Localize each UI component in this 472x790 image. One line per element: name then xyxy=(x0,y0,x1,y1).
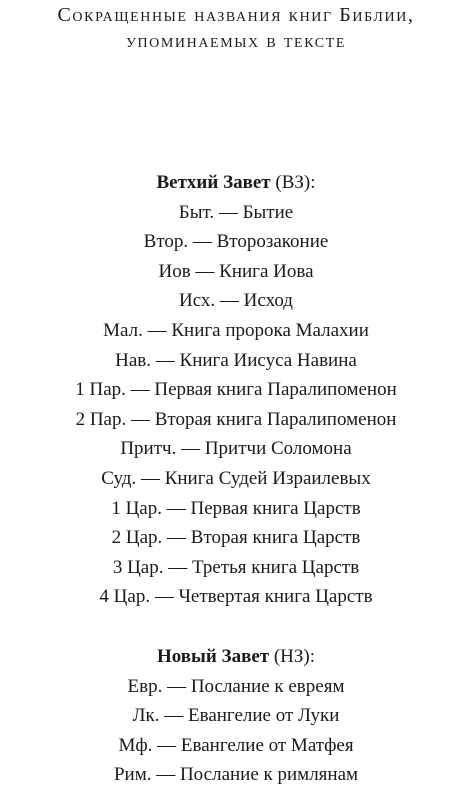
new-testament-section xyxy=(0,642,472,790)
page-title xyxy=(0,2,472,54)
abbreviation-entry: Евр. — Послание к евреям xyxy=(127,675,345,697)
abbreviation-entry: 3 Цар. — Третья книга Царств xyxy=(112,556,360,578)
abbreviation-entry: 4 Цар. — Четвертая книга Царств xyxy=(99,586,373,608)
abbreviation-entry: 2 Пар. — Вторая книга Паралипоменон xyxy=(75,408,397,430)
abbreviation-entry: Рим. — Послание к римлянам xyxy=(113,764,359,786)
abbreviation-entry: Нав. — Книга Иисуса Навина xyxy=(115,349,357,371)
abbreviation-entry: Иов — Книга Иова xyxy=(158,260,314,282)
page-title-line-1: Сокращенные названия книг Библии, xyxy=(57,4,415,26)
new-testament-title: Новый Завет xyxy=(156,646,270,667)
abbreviation-entry: Суд. — Книга Судей Израилевых xyxy=(101,467,371,489)
abbreviation-entry: Лк. — Евангелие от Луки xyxy=(132,705,340,727)
abbreviation-entry: 2 Цар. — Вторая книга Царств xyxy=(111,527,361,549)
abbreviation-entry: Втор. — Второзаконие xyxy=(143,231,329,253)
abbreviation-entry: Мф. — Евангелие от Матфея xyxy=(118,734,354,756)
old-testament-section xyxy=(0,168,472,612)
abbreviation-entry: 1 Пар. — Первая книга Паралипоменон xyxy=(75,379,397,401)
page-title-line-2: упоминаемых в тексте xyxy=(125,30,347,52)
old-testament-abbr: (ВЗ): xyxy=(275,172,316,193)
new-testament-heading xyxy=(0,642,472,672)
old-testament-title: Ветхий Завет xyxy=(156,172,271,193)
abbreviation-entry: Исх. — Исход xyxy=(179,290,293,312)
old-testament-heading xyxy=(0,168,472,198)
abbreviation-entry: Притч. — Притчи Соломона xyxy=(120,438,352,460)
abbreviation-entry: 1 Цар. — Первая книга Царств xyxy=(111,497,361,519)
abbreviation-entry: Мал. — Книга пророка Малахии xyxy=(103,319,369,341)
new-testament-abbr: (НЗ): xyxy=(273,646,316,667)
abbreviation-entry: Быт. — Бытие xyxy=(178,201,294,223)
